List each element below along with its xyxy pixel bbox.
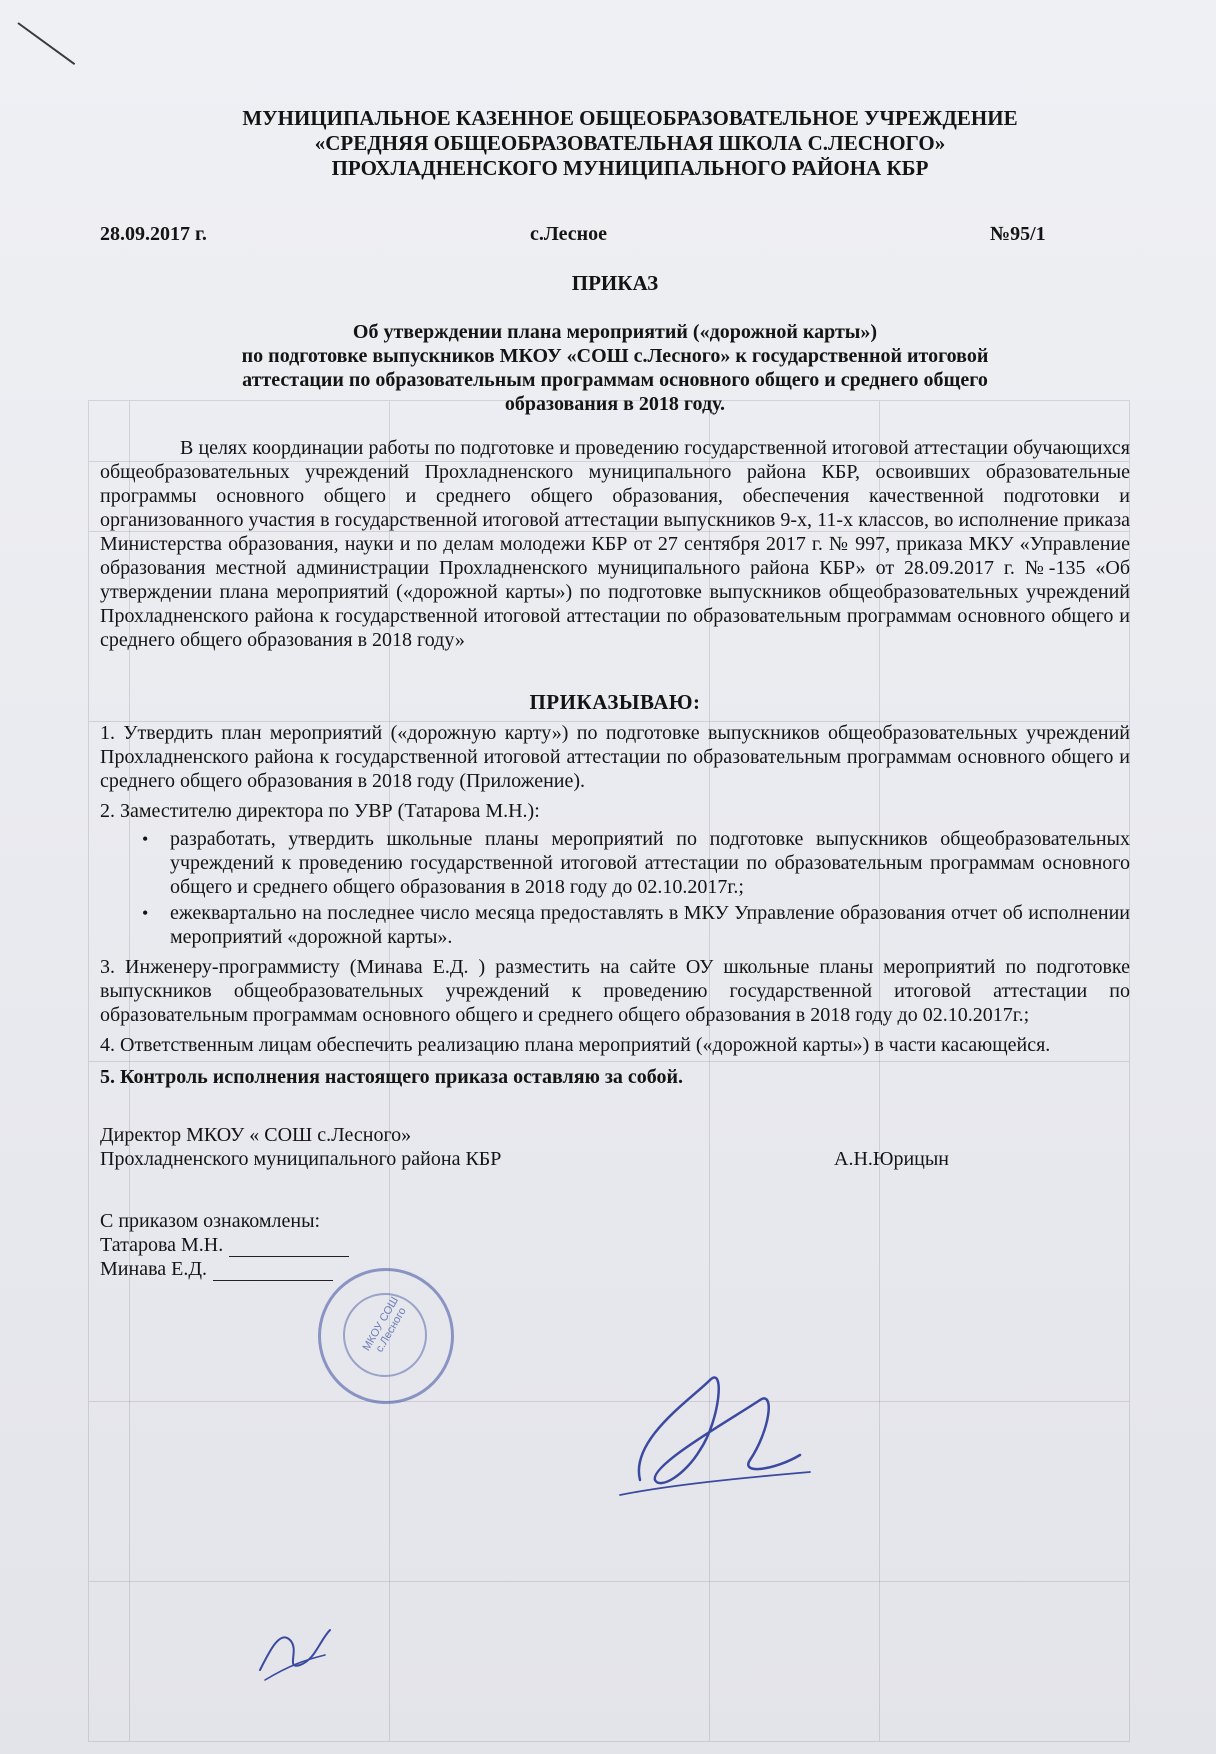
header-line-1: МУНИЦИПАЛЬНОЕ КАЗЕННОЕ ОБЩЕОБРАЗОВАТЕЛЬНОЕ УЧРЕЖДЕНИЕ — [242, 106, 1018, 130]
subject-line-2: по подготовке выпускников МКОУ «СОШ с.Лесного» к государственной итоговой — [241, 345, 989, 367]
order-place: с.Лесное — [530, 223, 608, 245]
document-title: ПРИКАЗ — [571, 271, 659, 295]
scan-artifact-line — [17, 22, 75, 65]
signer-position — [100, 1123, 501, 1171]
acknowledgement-block — [100, 1209, 1130, 1281]
signature-line — [229, 1238, 349, 1257]
school-seal-stamp — [318, 1268, 454, 1404]
person-1-name: Татарова М.Н. — [100, 1234, 224, 1256]
order-item-1: 1. Утвердить план мероприятий («дорожную карту») по подготовке выпускников общеобразовательных учреждений Прохладненского района к государственной итоговой аттестации по образовательным программам основного общего и среднего общего образования в 2018 году (Приложение). — [100, 722, 1130, 792]
acknowledgement-signature — [250, 1610, 340, 1690]
acknowledgement-person-2 — [100, 1257, 1130, 1281]
order-meta — [100, 223, 1130, 251]
acknowledgement-label: С приказом ознакомлены: — [100, 1210, 321, 1232]
order-item-2: 2. Заместителю директора по УВР (Татарова М.Н.): — [100, 800, 540, 822]
director-signature — [600, 1360, 820, 1510]
person-2-name: Минава Е.Д. — [100, 1258, 207, 1280]
order-date: 28.09.2017 г. — [100, 223, 207, 245]
preamble-paragraph: В целях координации работы по подготовке и проведению государственной итоговой аттестации обучающихся общеобразовательных учреждений Прохладненского муниципального района КБР, освоивших образовательные программы основного общего и среднего общего образования, обеспечения качественной подготовки и организованного участия в государственной итоговой аттестации выпускников 9-х, 11-х классов, во исполнение приказа Министерства образования, науки и по делам молодежи КБР от 27 сентября 2017 г. № 997, приказа МКУ «Управление образования местной администрации Прохладненского муниципального района КБР» от 28.09.2017 г. №-135 «Об утверждении плана мероприятий («дорожной карты») по подготовке выпускников общеобразовательных учреждений Прохладненского района к государственной итоговой аттестации по образовательным программам основного общего и среднего общего образования в 2018 году» — [100, 437, 1130, 651]
order-item-2-bullet-2: • ежеквартально на последнее число месяца предоставлять в МКУ Управление образования отчет об исполнении мероприятий «дорожной карты». — [138, 901, 1130, 949]
signature-line — [213, 1262, 333, 1281]
signature-block — [100, 1123, 1130, 1175]
acknowledgement-person-1 — [100, 1233, 1130, 1257]
subject-line-3: аттестации по образовательным программам основного общего и среднего общего — [242, 369, 988, 391]
signer-position-line-2: Прохладненского муниципального района КБР — [100, 1148, 502, 1170]
institution-header — [130, 106, 1130, 181]
order-number: №95/1 — [990, 223, 1046, 245]
document-content — [100, 106, 1130, 1281]
subject-line-1: Об утверждении плана мероприятий («дорожной карты») — [352, 321, 878, 343]
order-heading: ПРИКАЗЫВАЮ: — [529, 690, 701, 714]
order-item-3: 3. Инженеру-программисту (Минава Е.Д. ) разместить на сайте ОУ школьные планы мероприятий по подготовке выпускников общеобразовательных учреждений к проведению государственной итоговой аттестации по образовательным программам основного общего и среднего общего образования в 2018 году до 02.10.2017г.; — [100, 956, 1130, 1026]
header-line-3: ПРОХЛАДНЕНСКОГО МУНИЦИПАЛЬНОГО РАЙОНА КБР — [331, 156, 929, 180]
order-subject — [100, 320, 1130, 416]
signer-position-line-1: Директор МКОУ « СОШ с.Лесного» — [100, 1124, 412, 1146]
order-item-4: 4. Ответственным лицам обеспечить реализацию плана мероприятий («дорожной карты») в части касающейся. — [100, 1034, 1051, 1056]
stamp-text: МКОУ СОШ с.Лесного — [360, 1294, 409, 1355]
subject-line-4: образования в 2018 году. — [504, 393, 726, 415]
order-item-5: 5. Контроль исполнения настоящего приказа оставляю за собой. — [100, 1066, 684, 1088]
order-item-2-bullet-1: • разработать, утвердить школьные планы мероприятий по подготовке выпускников общеобразовательных учреждений к проведению государственной итоговой аттестации по образовательным программам основного общего и среднего общего образования в 2018 году до 02.10.2017г.; — [138, 827, 1130, 899]
signer-name: А.Н.Юрицын — [834, 1148, 949, 1170]
order-item-2-list — [138, 827, 1130, 949]
header-line-2: «СРЕДНЯЯ ОБЩЕОБРАЗОВАТЕЛЬНАЯ ШКОЛА С.ЛЕСНОГО» — [314, 131, 946, 155]
